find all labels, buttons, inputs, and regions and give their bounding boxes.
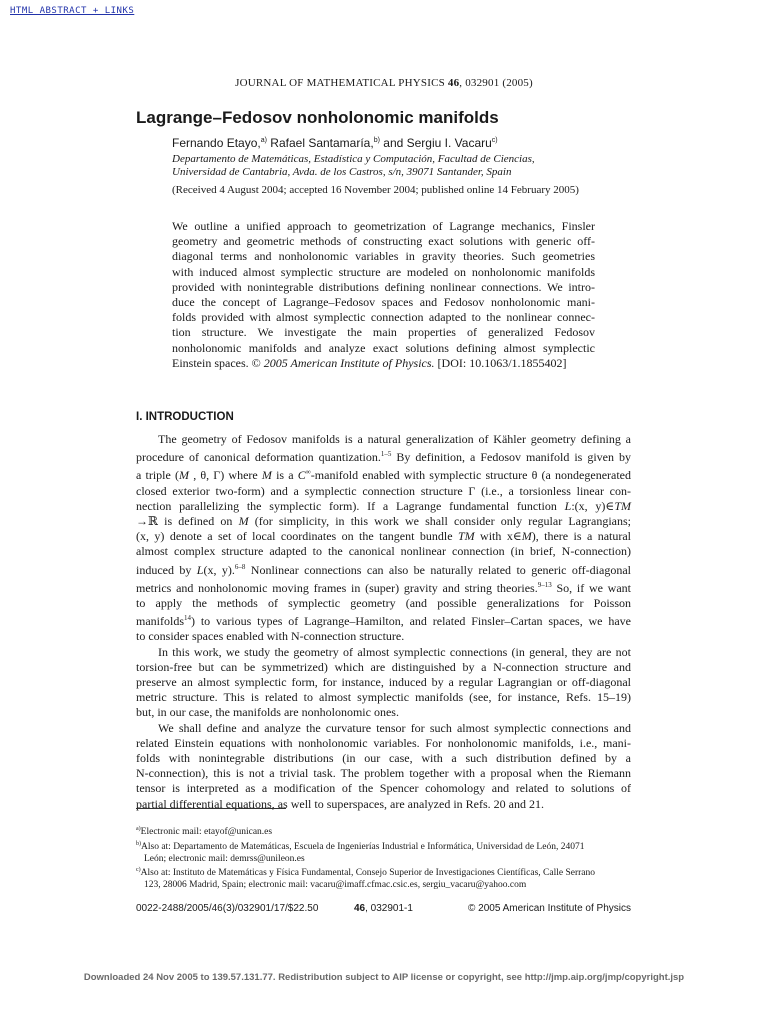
text-run: -manifold enabled with symplectic structure θ (a nondegenerated [310,468,632,483]
download-notice: Downloaded 24 Nov 2005 to 139.57.131.77. Redistribution subject to AIP license or copyright, see http://jmp.aip.org/jmp/copyright.jsp [83,972,685,983]
footnote-text: Also at: Instituto de Matemáticas y Física Fundamental, Consejo Superior de Investigaciones Científicas, Calle Serrano [140,868,595,879]
text-run: →ℝ is defined on [136,514,239,529]
text-run: (for simplicity, in this work we shall consider only regular Lagrangians; [248,514,631,529]
body-line: We shall define and analyze the curvature tensor for such almost symplectic connections and [158,720,631,735]
body-line: The geometry of Fedosov manifolds is a natural generalization of Kähler geometry defining a [158,432,631,446]
footnote-mark: c) [136,867,141,874]
footnote-text: Also at: Departamento de Matemáticas, Escuela de Ingenierías Industrial e Informática, Universidad de León, 24071 [141,841,585,852]
journal-article-id: , 032901 (2005) [459,77,533,89]
author-name: Rafael Santamaría, [266,136,374,150]
text-run: (x, y) denote a set of local coordinates on the tangent bundle [136,529,458,544]
ref-citation[interactable]: 9–13 [537,580,552,589]
abstract-last-line [172,356,595,371]
text-run: , θ, Γ) where [189,468,262,483]
abstract-line: tion structure. We investigate the main properties of generalized Fedosov [172,325,595,340]
body-line [136,611,631,629]
text-run: procedure of canonical deformation quantization. [136,450,381,465]
body-line [136,529,631,544]
author-mark: c) [491,137,498,144]
body-line [136,514,631,529]
text-run: with x∈ [474,529,522,544]
math-symbol: M [179,468,190,483]
body-line: metric structure. This is related to almost symplectic manifolds (see, for instance, Refs. 15–19) [136,690,631,705]
author-name: and Sergiu I. Vacaru [379,136,492,150]
footer-copyright: © 2005 American Institute of Physics [467,903,631,914]
body-line [136,499,631,514]
text-run: ) to various types of Lagrange–Hamilton, and related Finsler–Cartan spaces, we have [191,614,631,629]
abstract-line: with induced almost symplectic structure are modeled on nonholonomic manifolds [172,264,595,279]
abstract-text: Einstein spaces. © [172,355,264,370]
received-dates: (Received 4 August 2004; accepted 16 November 2004; published online 14 February 2005) [172,184,579,196]
article-title: Lagrange–Fedosov nonholonomic manifolds [136,108,499,127]
body-line: partial differential equations, as well to superspaces, are analyzed in Refs. 20 and 21. [136,796,544,811]
text-run: :(x, y)∈ [571,498,615,513]
footnote-mark: a) [136,826,141,832]
math-symbol: TM [614,498,631,513]
abstract-line: nonholonomic manifolds and analyze exact solutions defining almost symplectic [172,340,595,355]
author-mark: a) [260,137,267,144]
journal-name: JOURNAL OF MATHEMATICAL PHYSICS [235,77,445,89]
body-line: to apply the methods of symplectic geometry (and possible generalizations for Poisson [136,596,631,611]
body-line: but, in our case, the manifolds are nonholonomic ones. [136,705,399,720]
footnote-divider [136,808,286,809]
text-run: a triple ( [136,468,180,483]
math-symbol: M [521,529,532,544]
math-symbol: L [196,562,204,577]
footnotes [136,824,631,891]
footer-page: , 032901-1 [365,903,413,914]
body-line: related Einstein equations with nonholonomic variables. For nonholonomic manifolds, i.e., mani- [136,735,631,750]
footnote-continuation: 123, 28006 Madrid, Spain; electronic mail: vacaru@imaff.cfmac.csic.es, sergiu_vacaru@yahoo.com [144,879,527,890]
aip-credit: 2005 American Institute of Physics. [263,355,435,370]
journal-volume: 46 [447,77,460,89]
text-run: ), there is a natural [531,529,632,544]
abstract-line: provided with nonintegrable distributions defining nonlinear connections. We intro- [172,279,595,294]
abstract-line: We outline a unified approach to geometrization of Lagrange mechanics, Finsler [172,219,595,233]
text-run: So, if we want [551,580,632,595]
ref-citation[interactable]: 14 [184,614,191,623]
text-run: nection parallelizing the symplectic form). If a Lagrange fundamental function [136,498,565,513]
ref-citation[interactable]: 1–5 [380,450,392,459]
page-number [354,903,413,914]
text-run: Nonlinear connections can also be naturally related to generic off-diagonal [245,562,631,577]
affiliation-line: Universidad de Cantabria, Avda. de los Castros, s/n, 39071 Santander, Spain [172,166,512,178]
footer-volume: 46 [354,903,366,914]
body-line [136,560,631,578]
body-line [136,578,631,596]
abstract-line: diagonal terms and nonholonomic variables in gravity theories. Such geometries [172,249,595,264]
footnote-text: Electronic mail: etayof@unican.es [140,827,273,838]
author-mark: b) [373,137,380,144]
author-list [172,136,498,150]
footnote-continuation: León; electronic mail: demrss@unileon.es [144,853,305,864]
math-symbol: C [297,468,306,483]
article-code: 0022-2488/2005/46(3)/032901/17/$22.50 [136,903,319,914]
affiliation-line: Departamento de Matemáticas, Estadística y Computación, Facultad de Ciencias, [172,153,535,165]
abstract-line: duce the concept of Lagrange–Fedosov spaces and Fedosov nonholonomic mani- [172,295,595,310]
math-symbol: TM [457,529,475,544]
section-heading: I. INTRODUCTION [136,411,234,423]
body-line: In this work, we study the geometry of almost symplectic connections (in general, they are not [158,644,631,659]
body-line: torsion-free but can be symmetrized) which are distinguished by a N-connection structure and [136,659,631,674]
abstract-line: geometry and geometric methods of constructing exact solutions with generic off- [172,234,595,249]
body-line: tensor is interpreted as a modification of the Spencer cohomology and related to solutions of [136,781,631,796]
text-run: metrics and nonholonomic moving frames in (super) gravity and string theories. [136,580,538,595]
body-line [136,465,631,483]
body-line: N-connection), this is not a trivial task. The problem together with a proposal when the Riemann [136,766,631,781]
body-line: to consider spaces enabled with N-connection structure. [136,629,405,644]
math-superscript: ∞ [305,468,311,477]
footnote [136,839,631,854]
body-line: closed exterior two-form) and a symplectic connection structure Γ (i.e., a torsionless linear con- [136,483,631,498]
author-name: Fernando Etayo, [172,136,261,150]
abstract-line: folds provided with almost symplectic connection adapted to the nonlinear connec- [172,310,595,325]
math-symbol: L [564,498,572,513]
footnote [136,824,631,839]
journal-header [0,77,768,89]
text-run: (x, y). [203,562,235,577]
body-line: almost complex structure adapted to the canonical nonlinear connection (in brief, N-connection) [136,544,631,559]
text-run: is a [271,468,298,483]
footnote [136,865,631,880]
math-symbol: M [261,468,272,483]
doi-link[interactable]: [DOI: 10.1063/1.1855402] [434,355,567,370]
body-line [136,447,631,465]
body-line: folds with nonintegrable distributions (in our case, with a such distribution defined by a [136,751,631,766]
text-run: induced by [136,562,197,577]
body-line: preserve an almost symplectic form, for instance, induced by a regular Lagrangian or off-diagonal [136,675,631,690]
text-run: By definition, a Fedosov manifold is given by [391,450,631,465]
ref-citation[interactable]: 6–8 [234,562,246,571]
text-run: manifolds [136,614,184,629]
footnote-mark: b) [136,840,141,847]
body-text [136,432,631,812]
abstract [172,219,595,371]
math-symbol: M [238,514,249,529]
html-abstract-links[interactable]: HTML ABSTRACT + LINKS [10,6,135,16]
